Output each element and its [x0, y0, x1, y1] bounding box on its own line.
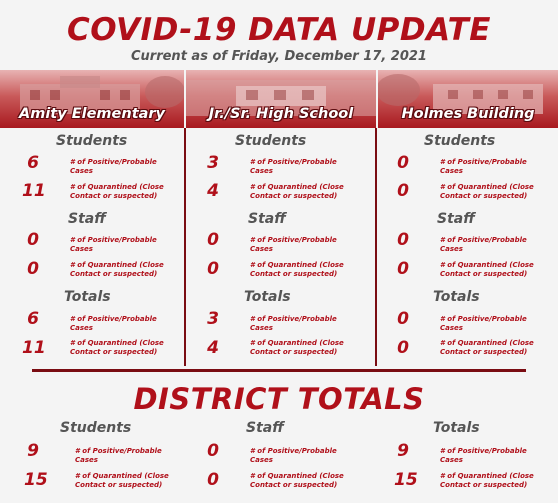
stat-label: # of Quarantined (Close Contact or suspected) [250, 183, 344, 200]
stat-label: # of Positive/Probable Cases [440, 447, 527, 464]
stat-label: # of Positive/Probable Cases [440, 158, 527, 175]
stat-value: 0 [397, 230, 409, 250]
stat-value: 11 [22, 338, 46, 358]
section-heading-totals: Totals [64, 289, 111, 305]
stat-label: # of Quarantined (Close Contact or suspected) [440, 339, 534, 356]
district-value: 15 [24, 470, 48, 490]
stat-value: 0 [207, 259, 219, 279]
stat-label: # of Quarantined (Close Contact or suspected) [70, 183, 164, 200]
stat-value: 3 [207, 309, 219, 329]
school-name: Holmes Building [401, 106, 535, 122]
stat-label: # of Quarantined (Close Contact or suspected) [70, 261, 164, 278]
school-name: Jr./Sr. High School [208, 106, 354, 122]
stat-label: # of Quarantined (Close Contact or suspected) [250, 339, 344, 356]
stat-value: 0 [397, 338, 409, 358]
district-value: 15 [394, 470, 418, 490]
section-divider [32, 369, 526, 372]
stat-label: # of Positive/Probable Cases [250, 447, 337, 464]
stat-value: 6 [27, 153, 39, 173]
stat-label: # of Positive/Probable Cases [250, 236, 337, 253]
stat-value: 0 [397, 181, 409, 201]
banner-holmes-building [378, 70, 558, 128]
section-heading-staff: Staff [437, 211, 475, 227]
district-heading-totals: Totals [433, 420, 480, 436]
stat-label: # of Quarantined (Close Contact or suspected) [70, 339, 164, 356]
stat-value: 11 [22, 181, 46, 201]
stat-value: 6 [27, 309, 39, 329]
stat-label: # of Quarantined (Close Contact or suspected) [440, 261, 534, 278]
stat-value: 0 [27, 230, 39, 250]
district-value: 9 [397, 441, 409, 461]
district-value: 0 [207, 470, 219, 490]
stat-label: # of Quarantined (Close Contact or suspected) [250, 472, 344, 489]
stat-value: 0 [397, 259, 409, 279]
stat-value: 0 [207, 230, 219, 250]
district-value: 9 [27, 441, 39, 461]
district-heading-staff: Staff [246, 420, 284, 436]
section-heading-students: Students [235, 133, 307, 149]
stat-label: # of Positive/Probable Cases [440, 236, 527, 253]
stat-label: # of Quarantined (Close Contact or suspected) [440, 472, 534, 489]
stat-label: # of Positive/Probable Cases [440, 315, 527, 332]
district-totals-title: DISTRICT TOTALS [133, 382, 425, 416]
stat-label: # of Positive/Probable Cases [250, 315, 337, 332]
page-subtitle: Current as of Friday, December 17, 2021 [131, 49, 427, 64]
stat-label: # of Positive/Probable Cases [75, 447, 162, 464]
page-title: COVID-19 DATA UPDATE [67, 12, 491, 48]
banner-amity-elementary [0, 70, 184, 128]
section-heading-staff: Staff [248, 211, 286, 227]
banner-jr-sr-high-school [186, 70, 376, 128]
district-heading-students: Students [60, 420, 132, 436]
stat-value: 4 [207, 181, 219, 201]
column-divider [184, 128, 186, 366]
stat-value: 3 [207, 153, 219, 173]
stat-label: # of Quarantined (Close Contact or suspected) [250, 261, 344, 278]
stat-label: # of Quarantined (Close Contact or suspected) [440, 183, 534, 200]
stat-label: # of Positive/Probable Cases [70, 158, 157, 175]
section-heading-students: Students [56, 133, 128, 149]
section-heading-totals: Totals [244, 289, 291, 305]
stat-value: 4 [207, 338, 219, 358]
school-name: Amity Elementary [18, 106, 166, 122]
stat-label: # of Positive/Probable Cases [250, 158, 337, 175]
stat-label: # of Positive/Probable Cases [70, 315, 157, 332]
stat-value: 0 [397, 153, 409, 173]
stat-label: # of Quarantined (Close Contact or suspected) [75, 472, 169, 489]
district-value: 0 [207, 441, 219, 461]
stat-label: # of Positive/Probable Cases [70, 236, 157, 253]
section-heading-totals: Totals [433, 289, 480, 305]
stat-value: 0 [397, 309, 409, 329]
section-heading-students: Students [424, 133, 496, 149]
column-divider [375, 128, 377, 366]
stat-value: 0 [27, 259, 39, 279]
section-heading-staff: Staff [68, 211, 106, 227]
